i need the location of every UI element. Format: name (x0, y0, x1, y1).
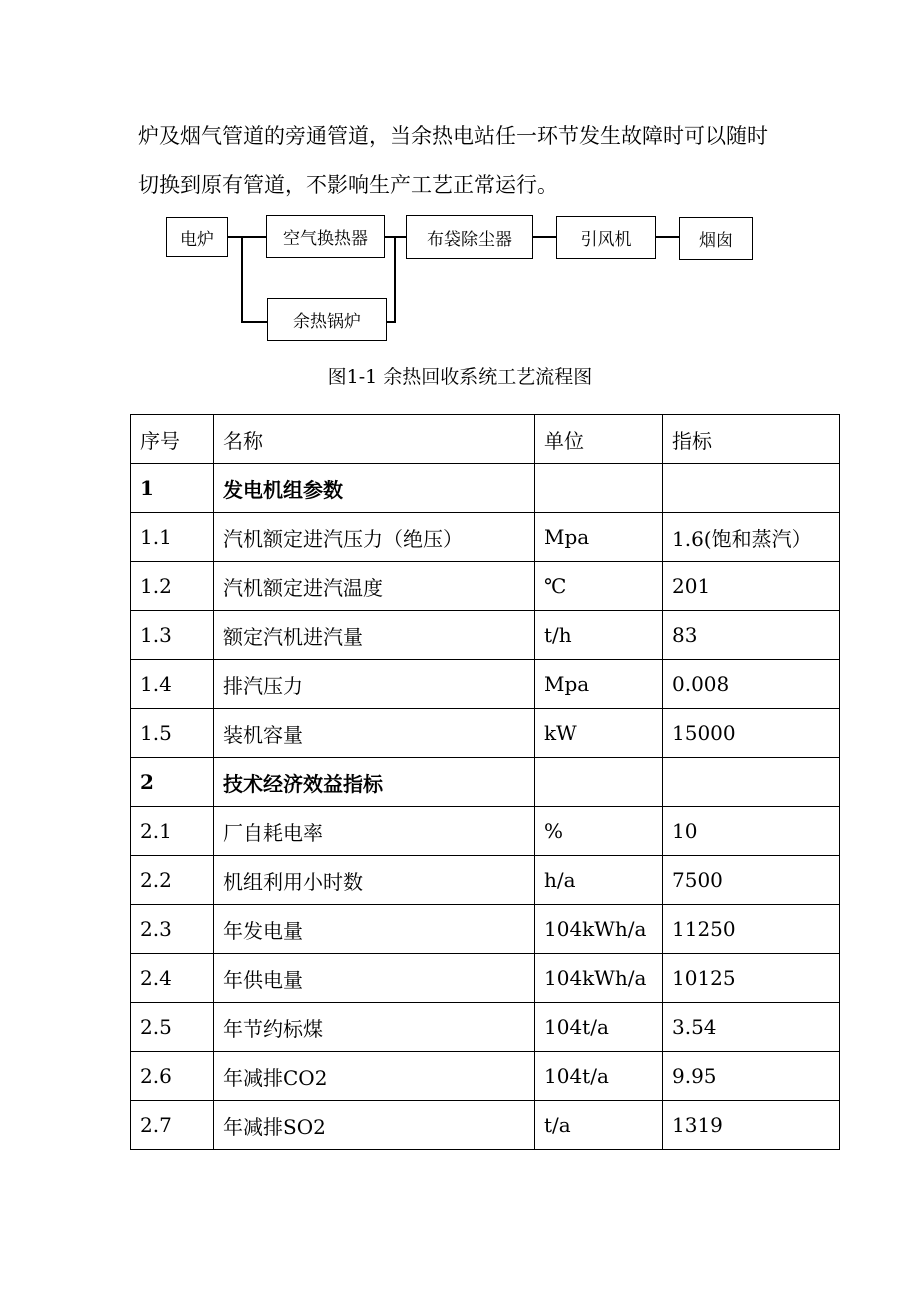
flow-box-chimney: 烟囱 (679, 217, 753, 260)
cell-no: 1.4 (131, 660, 214, 709)
flow-box-waste-heat-boiler: 余热锅炉 (267, 298, 387, 341)
cell-unit: 104t/a (535, 1003, 663, 1052)
connector-furnace-air (227, 236, 266, 238)
cell-value: 1.6(饱和蒸汽） (663, 513, 840, 562)
cell-unit: Mpa (535, 513, 663, 562)
cell-unit: Mpa (535, 660, 663, 709)
cell-no: 2.2 (131, 856, 214, 905)
paragraph-line-2: 切换到原有管道，不影响生产工艺正常运行。 (138, 173, 558, 197)
cell-value: 0.008 (663, 660, 840, 709)
cell-unit: kW (535, 709, 663, 758)
cell-unit: t/a (535, 1101, 663, 1150)
cell-name: 汽机额定进汽温度 (214, 562, 535, 611)
table-row (131, 1101, 840, 1150)
header-name: 名称 (214, 415, 535, 464)
table-row (131, 562, 840, 611)
flow-box-furnace: 电炉 (166, 217, 228, 257)
connector-fan-chimney (655, 236, 679, 238)
cell-unit: 104kWh/a (535, 954, 663, 1003)
figure-caption: 图1-1 余热回收系统工艺流程图 (327, 366, 593, 388)
table-header-row (131, 415, 840, 464)
paragraph-line-1: 炉及烟气管道的旁通管道，当余热电站任一环节发生故障时可以随时 (138, 124, 768, 148)
connector-branch-boiler-in (241, 321, 267, 323)
cell-no: 2.5 (131, 1003, 214, 1052)
table-row (131, 1052, 840, 1101)
connector-baghouse-fan (532, 236, 556, 238)
connector-branch-boiler-out (386, 321, 396, 323)
cell-no: 1 (131, 464, 214, 513)
flow-box-air-exchanger: 空气换热器 (266, 215, 385, 258)
cell-value (663, 464, 840, 513)
cell-unit (535, 464, 663, 513)
table-row (131, 905, 840, 954)
flow-box-induced-fan: 引风机 (556, 216, 656, 259)
cell-value: 10125 (663, 954, 840, 1003)
cell-value: 83 (663, 611, 840, 660)
table-row (131, 954, 840, 1003)
cell-no: 2.7 (131, 1101, 214, 1150)
cell-unit: ℃ (535, 562, 663, 611)
cell-name: 厂自耗电率 (214, 807, 535, 856)
cell-name: 汽机额定进汽压力（绝压） (214, 513, 535, 562)
cell-unit: h/a (535, 856, 663, 905)
cell-unit (535, 758, 663, 807)
cell-no: 1.2 (131, 562, 214, 611)
header-unit: 单位 (535, 415, 663, 464)
cell-no: 2.6 (131, 1052, 214, 1101)
table-row (131, 758, 840, 807)
cell-unit: 104kWh/a (535, 905, 663, 954)
cell-value: 1319 (663, 1101, 840, 1150)
header-no: 序号 (131, 415, 214, 464)
table-row (131, 856, 840, 905)
cell-value (663, 758, 840, 807)
cell-no: 2.1 (131, 807, 214, 856)
table-row (131, 660, 840, 709)
cell-name: 技术经济效益指标 (214, 758, 535, 807)
connector-branch-vertical-right (394, 236, 396, 323)
table-row (131, 464, 840, 513)
cell-no: 1.3 (131, 611, 214, 660)
table-row (131, 513, 840, 562)
cell-value: 11250 (663, 905, 840, 954)
cell-name: 年节约标煤 (214, 1003, 535, 1052)
cell-unit: % (535, 807, 663, 856)
cell-no: 1.1 (131, 513, 214, 562)
cell-no: 1.5 (131, 709, 214, 758)
cell-no: 2.3 (131, 905, 214, 954)
cell-name: 年减排CO2 (214, 1052, 535, 1101)
cell-value: 10 (663, 807, 840, 856)
cell-value: 7500 (663, 856, 840, 905)
spec-table (130, 414, 840, 1150)
cell-name: 排汽压力 (214, 660, 535, 709)
cell-no: 2.4 (131, 954, 214, 1003)
table-row (131, 611, 840, 660)
cell-value: 15000 (663, 709, 840, 758)
connector-branch-vertical-left (241, 236, 243, 323)
cell-unit: t/h (535, 611, 663, 660)
cell-value: 9.95 (663, 1052, 840, 1101)
cell-name: 发电机组参数 (214, 464, 535, 513)
cell-value: 201 (663, 562, 840, 611)
cell-name: 年供电量 (214, 954, 535, 1003)
cell-name: 装机容量 (214, 709, 535, 758)
table-row (131, 1003, 840, 1052)
table-row (131, 807, 840, 856)
flow-box-baghouse: 布袋除尘器 (406, 215, 533, 259)
cell-no: 2 (131, 758, 214, 807)
cell-name: 额定汽机进汽量 (214, 611, 535, 660)
header-value: 指标 (663, 415, 840, 464)
table-row (131, 709, 840, 758)
cell-value: 3.54 (663, 1003, 840, 1052)
cell-unit: 104t/a (535, 1052, 663, 1101)
cell-name: 年减排SO2 (214, 1101, 535, 1150)
cell-name: 机组利用小时数 (214, 856, 535, 905)
cell-name: 年发电量 (214, 905, 535, 954)
